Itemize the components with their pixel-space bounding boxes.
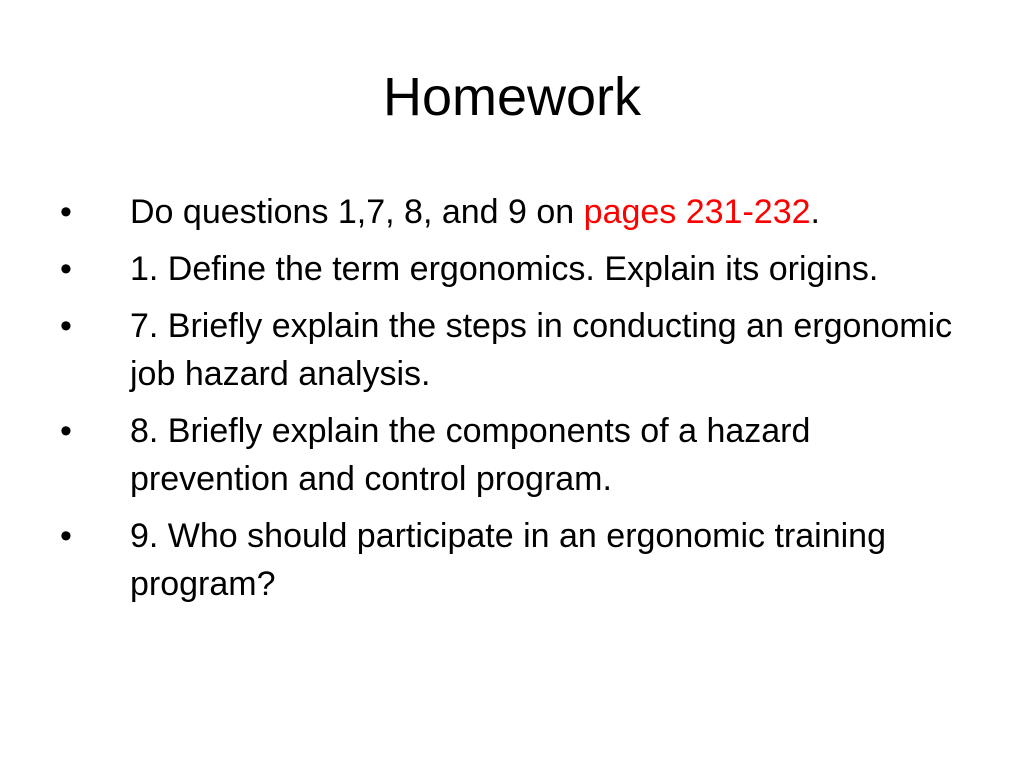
bullet-item-question-1 xyxy=(58,245,958,293)
bullet-icon: • xyxy=(60,307,72,345)
bullet-text xyxy=(130,188,958,236)
bullet-item-question-9 xyxy=(58,512,958,608)
bullet-icon: • xyxy=(60,412,72,450)
bullet-item-assignment xyxy=(58,188,958,236)
bullet-list xyxy=(58,188,958,617)
bullet-text: 9. Who should participate in an ergonomic training program? xyxy=(130,517,886,603)
bullet-icon: • xyxy=(60,250,72,288)
bullet-text: 8. Briefly explain the components of a hazard prevention and control program. xyxy=(130,412,811,498)
assignment-suffix: . xyxy=(810,193,820,231)
bullet-text: 1. Define the term ergonomics. Explain its origins. xyxy=(130,250,879,288)
bullet-text: 7. Briefly explain the steps in conducting an ergonomic job hazard analysis. xyxy=(130,307,953,393)
pages-highlight: pages 231-232 xyxy=(583,193,811,231)
slide-title: Homework xyxy=(382,67,642,127)
bullet-item-question-8 xyxy=(58,407,958,503)
bullet-item-question-7 xyxy=(58,302,958,398)
bullet-icon: • xyxy=(60,517,72,555)
assignment-prefix: Do questions 1,7, 8, and 9 on xyxy=(130,193,584,231)
bullet-icon: • xyxy=(60,193,72,231)
